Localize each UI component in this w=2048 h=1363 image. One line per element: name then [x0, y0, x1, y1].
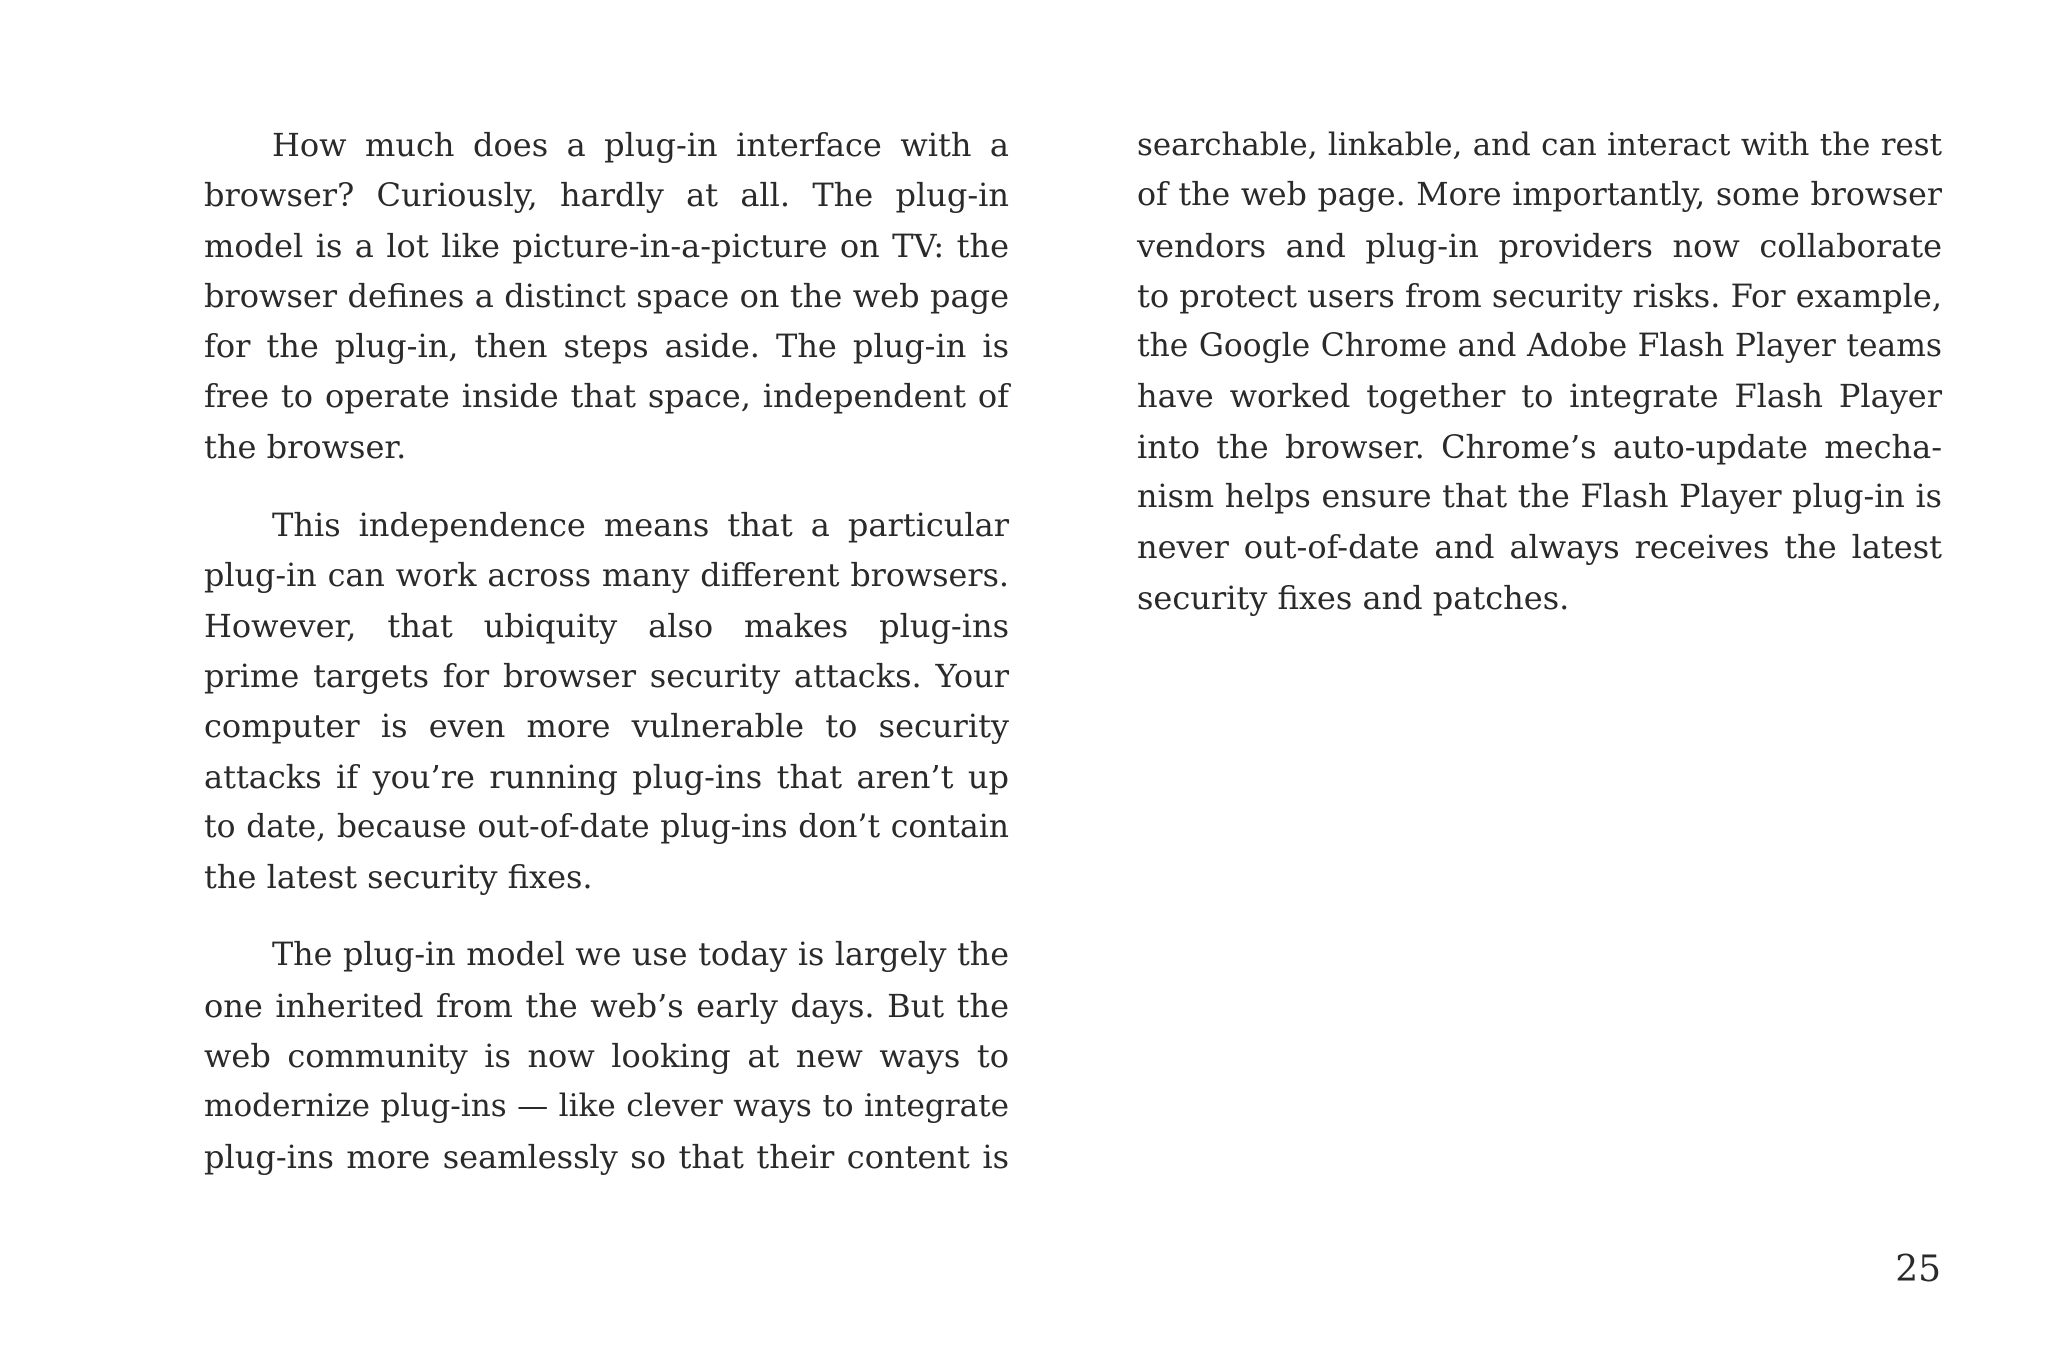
text-line: to date, because out-of-date plug-ins don’t contain [204, 808, 1009, 845]
text-line: for the plug-in, then steps aside. The plug-in is [204, 327, 1009, 366]
paragraph-independence [204, 500, 1009, 902]
text-line: modernize plug-ins — like clever ways to integrate [204, 1088, 1009, 1125]
text-line: model is a lot like picture-in-a-picture on TV: the [204, 226, 1009, 265]
text-line: However, that ubiquity also makes plug-ins [204, 606, 1009, 645]
text-line: searchable, linkable, and can interact with the rest [1137, 127, 1942, 163]
text-line: to protect users from security risks. For example, [1137, 276, 1942, 315]
paragraph-plug-in-interface [204, 120, 1009, 472]
text-line: the Google Chrome and Adobe Flash Player teams [1137, 328, 1942, 365]
right-column [1137, 120, 1942, 651]
text-line: This independence means that a particular [272, 506, 1009, 545]
paragraph-continuation [1137, 120, 1942, 623]
left-column [204, 120, 1009, 1210]
text-line: have worked together to integrate Flash Player [1137, 377, 1942, 416]
text-line: attacks if you’re running plug-ins that aren’t up [204, 757, 1009, 796]
text-line: security fixes and patches. [1137, 578, 1570, 617]
text-line: plug-ins more seamlessly so that their content is [204, 1137, 1009, 1176]
text-line: browser? Curiously, hardly at all. The plug-in [204, 176, 1009, 215]
text-line: browser defines a distinct space on the web page [204, 276, 1009, 315]
text-line: never out-of-date and always receives the latest [1137, 528, 1942, 567]
text-line: prime targets for browser security attacks. Your [204, 656, 1009, 695]
text-line: The plug-in model we use today is largely the [272, 937, 1009, 974]
text-line: plug-in can work across many different browsers. [204, 556, 1009, 595]
text-line: free to operate inside that space, independent of [204, 377, 1009, 416]
paragraph-plug-in-model [204, 930, 1009, 1181]
text-line: vendors and plug-in providers now collaborate [1137, 226, 1942, 265]
text-line: one inherited from the web’s early days. But the [204, 986, 1009, 1025]
text-line: nism helps ensure that the Flash Player plug-in is [1137, 478, 1942, 516]
text-line: the browser. [204, 427, 407, 466]
text-line: the latest security fixes. [204, 858, 593, 897]
text-line: of the web page. More importantly, some browser [1137, 177, 1942, 214]
text-line: into the browser. Chrome’s auto-update mecha- [1137, 427, 1942, 466]
page-number: 25 [1895, 1249, 1941, 1290]
text-line: How much does a plug-in interface with a [272, 126, 1009, 164]
text-line: computer is even more vulnerable to security [204, 707, 1009, 746]
text-line: web community is now looking at new ways to [204, 1037, 1009, 1076]
